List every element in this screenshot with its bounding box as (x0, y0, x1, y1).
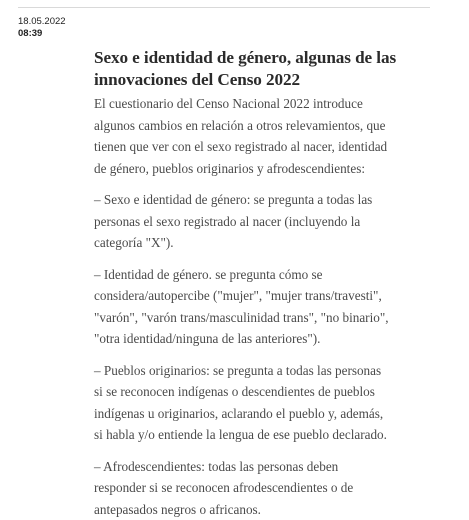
post-headline: Sexo e identidad de género, algunas de las innovaciones del Censo 2022 (94, 47, 434, 91)
post-paragraph-intro: El cuestionario del Censo Nacional 2022 introduce algunos cambios en relación a otros relevamientos, que tienen que ver con el sexo registrado al nacer, identidad de género, pueblos originarios y afrodescendientes: (94, 93, 434, 179)
post-time: 08:39 (18, 28, 66, 40)
top-divider (18, 7, 430, 8)
post-timestamp (18, 16, 66, 40)
post-paragraph-afro: – Afrodescendientes: todas las personas deben responder si se reconocen afrodescendientes o de antepasados negros o africanos. (94, 456, 434, 520)
post-paragraph-identidad: – Identidad de género. se pregunta cómo se considera/autopercibe ("mujer", "mujer trans/travesti", "varón", "varón trans/masculinidad trans", "no binario", "otra identidad/ninguna de las anteriores"). (94, 264, 434, 350)
post-date: 18.05.2022 (18, 16, 66, 28)
post-paragraph-sexo: – Sexo e identidad de género: se pregunta a todas las personas el sexo registrado al nacer (incluyendo la categoría "X"). (94, 189, 434, 254)
post-paragraph-pueblos: – Pueblos originarios: se pregunta a todas las personas si se reconocen indígenas o descendientes de pueblos indígenas u originarios, aclarando el pueblo y, además, si habla y/o entiende la lengua de ese pueblo declarado. (94, 360, 434, 446)
post-article (94, 47, 434, 520)
